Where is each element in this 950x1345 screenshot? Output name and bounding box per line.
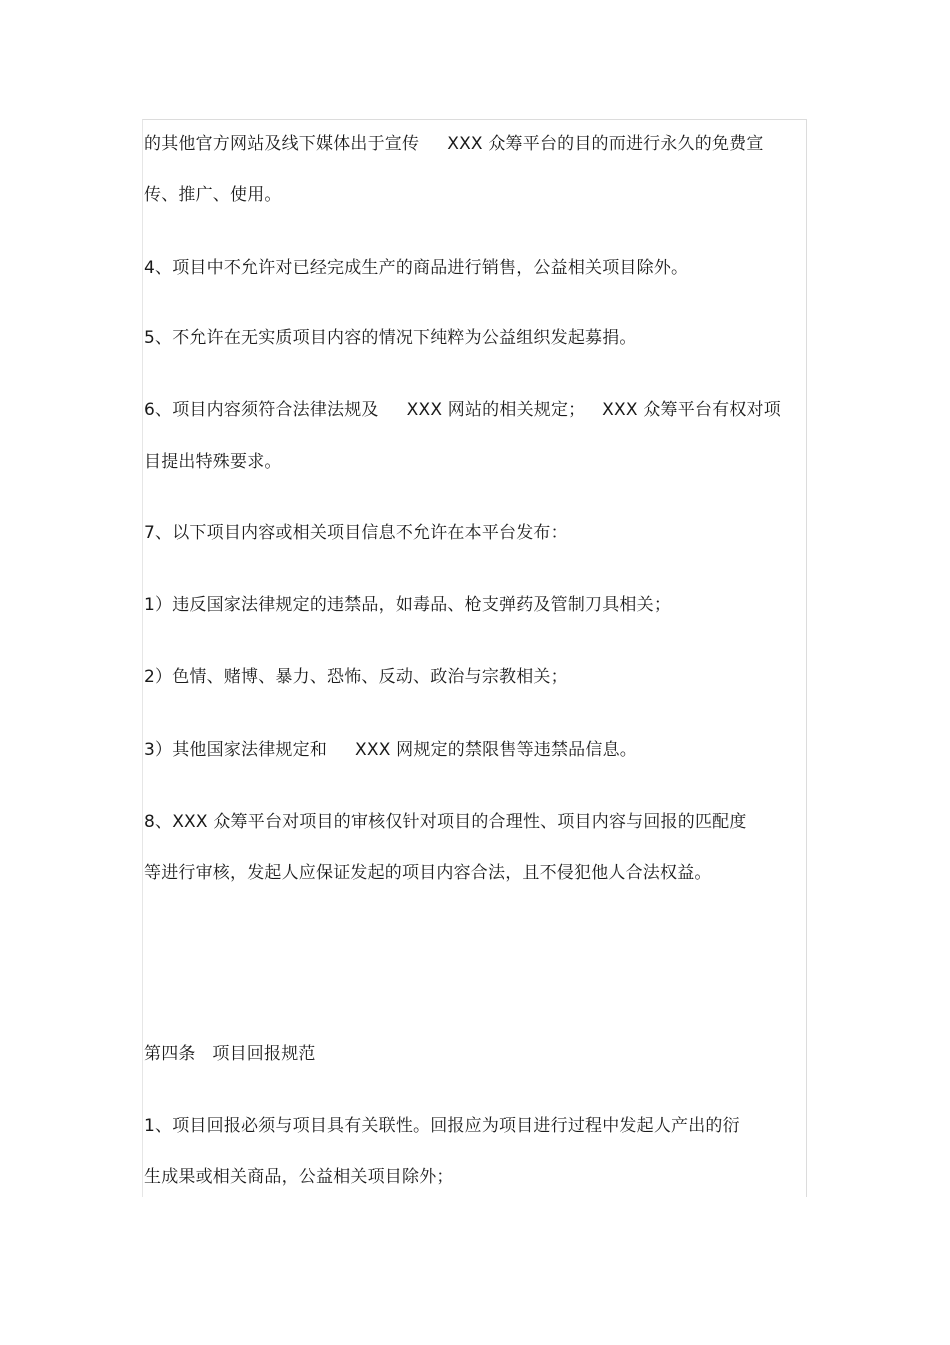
paragraph-line: 传、推广、使用。 <box>144 185 282 205</box>
paragraph-line: 的其他官方网站及线下媒体出于宣传 XXX 众筹平台的目的而进行永久的免费宣 <box>144 134 764 154</box>
item-8-continued: 等进行审核，发起人应保证发起的项目内容合法，且不侵犯他人合法权益。 <box>144 863 712 883</box>
item-6-text: 6、项目内容须符合法律法规及 XXX 网站的相关规定； XXX 众筹平台有权对项 <box>144 400 781 420</box>
item-8-text: 8、XXX 众筹平台对项目的审核仅针对项目的合理性、项目内容与回报的匹配度 <box>144 812 747 832</box>
reward-item-1-continued: 生成果或相关商品，公益相关项目除外； <box>144 1167 454 1187</box>
section-heading: 第四条 项目回报规范 <box>144 1044 316 1064</box>
item-5-text: 5、不允许在无实质项目内容的情况下纯粹为公益组织发起募捐。 <box>144 328 637 348</box>
item-4-text: 4、项目中不允许对已经完成生产的商品进行销售，公益相关项目除外。 <box>144 258 689 278</box>
sub-item-1-text: 1）违反国家法律规定的违禁品，如毒品、枪支弹药及管制刀具相关； <box>144 595 672 615</box>
item-6-continued: 目提出特殊要求。 <box>144 452 282 472</box>
page-frame <box>142 119 807 1197</box>
sub-item-3-text: 3）其他国家法律规定和 XXX 网规定的禁限售等违禁品信息。 <box>144 740 637 760</box>
item-7-text: 7、以下项目内容或相关项目信息不允许在本平台发布： <box>144 523 568 543</box>
sub-item-2-text: 2）色情、赌博、暴力、恐怖、反动、政治与宗教相关； <box>144 667 568 687</box>
reward-item-1-text: 1、项目回报必须与项目具有关联性。回报应为项目进行过程中发起人产出的衍 <box>144 1116 740 1136</box>
